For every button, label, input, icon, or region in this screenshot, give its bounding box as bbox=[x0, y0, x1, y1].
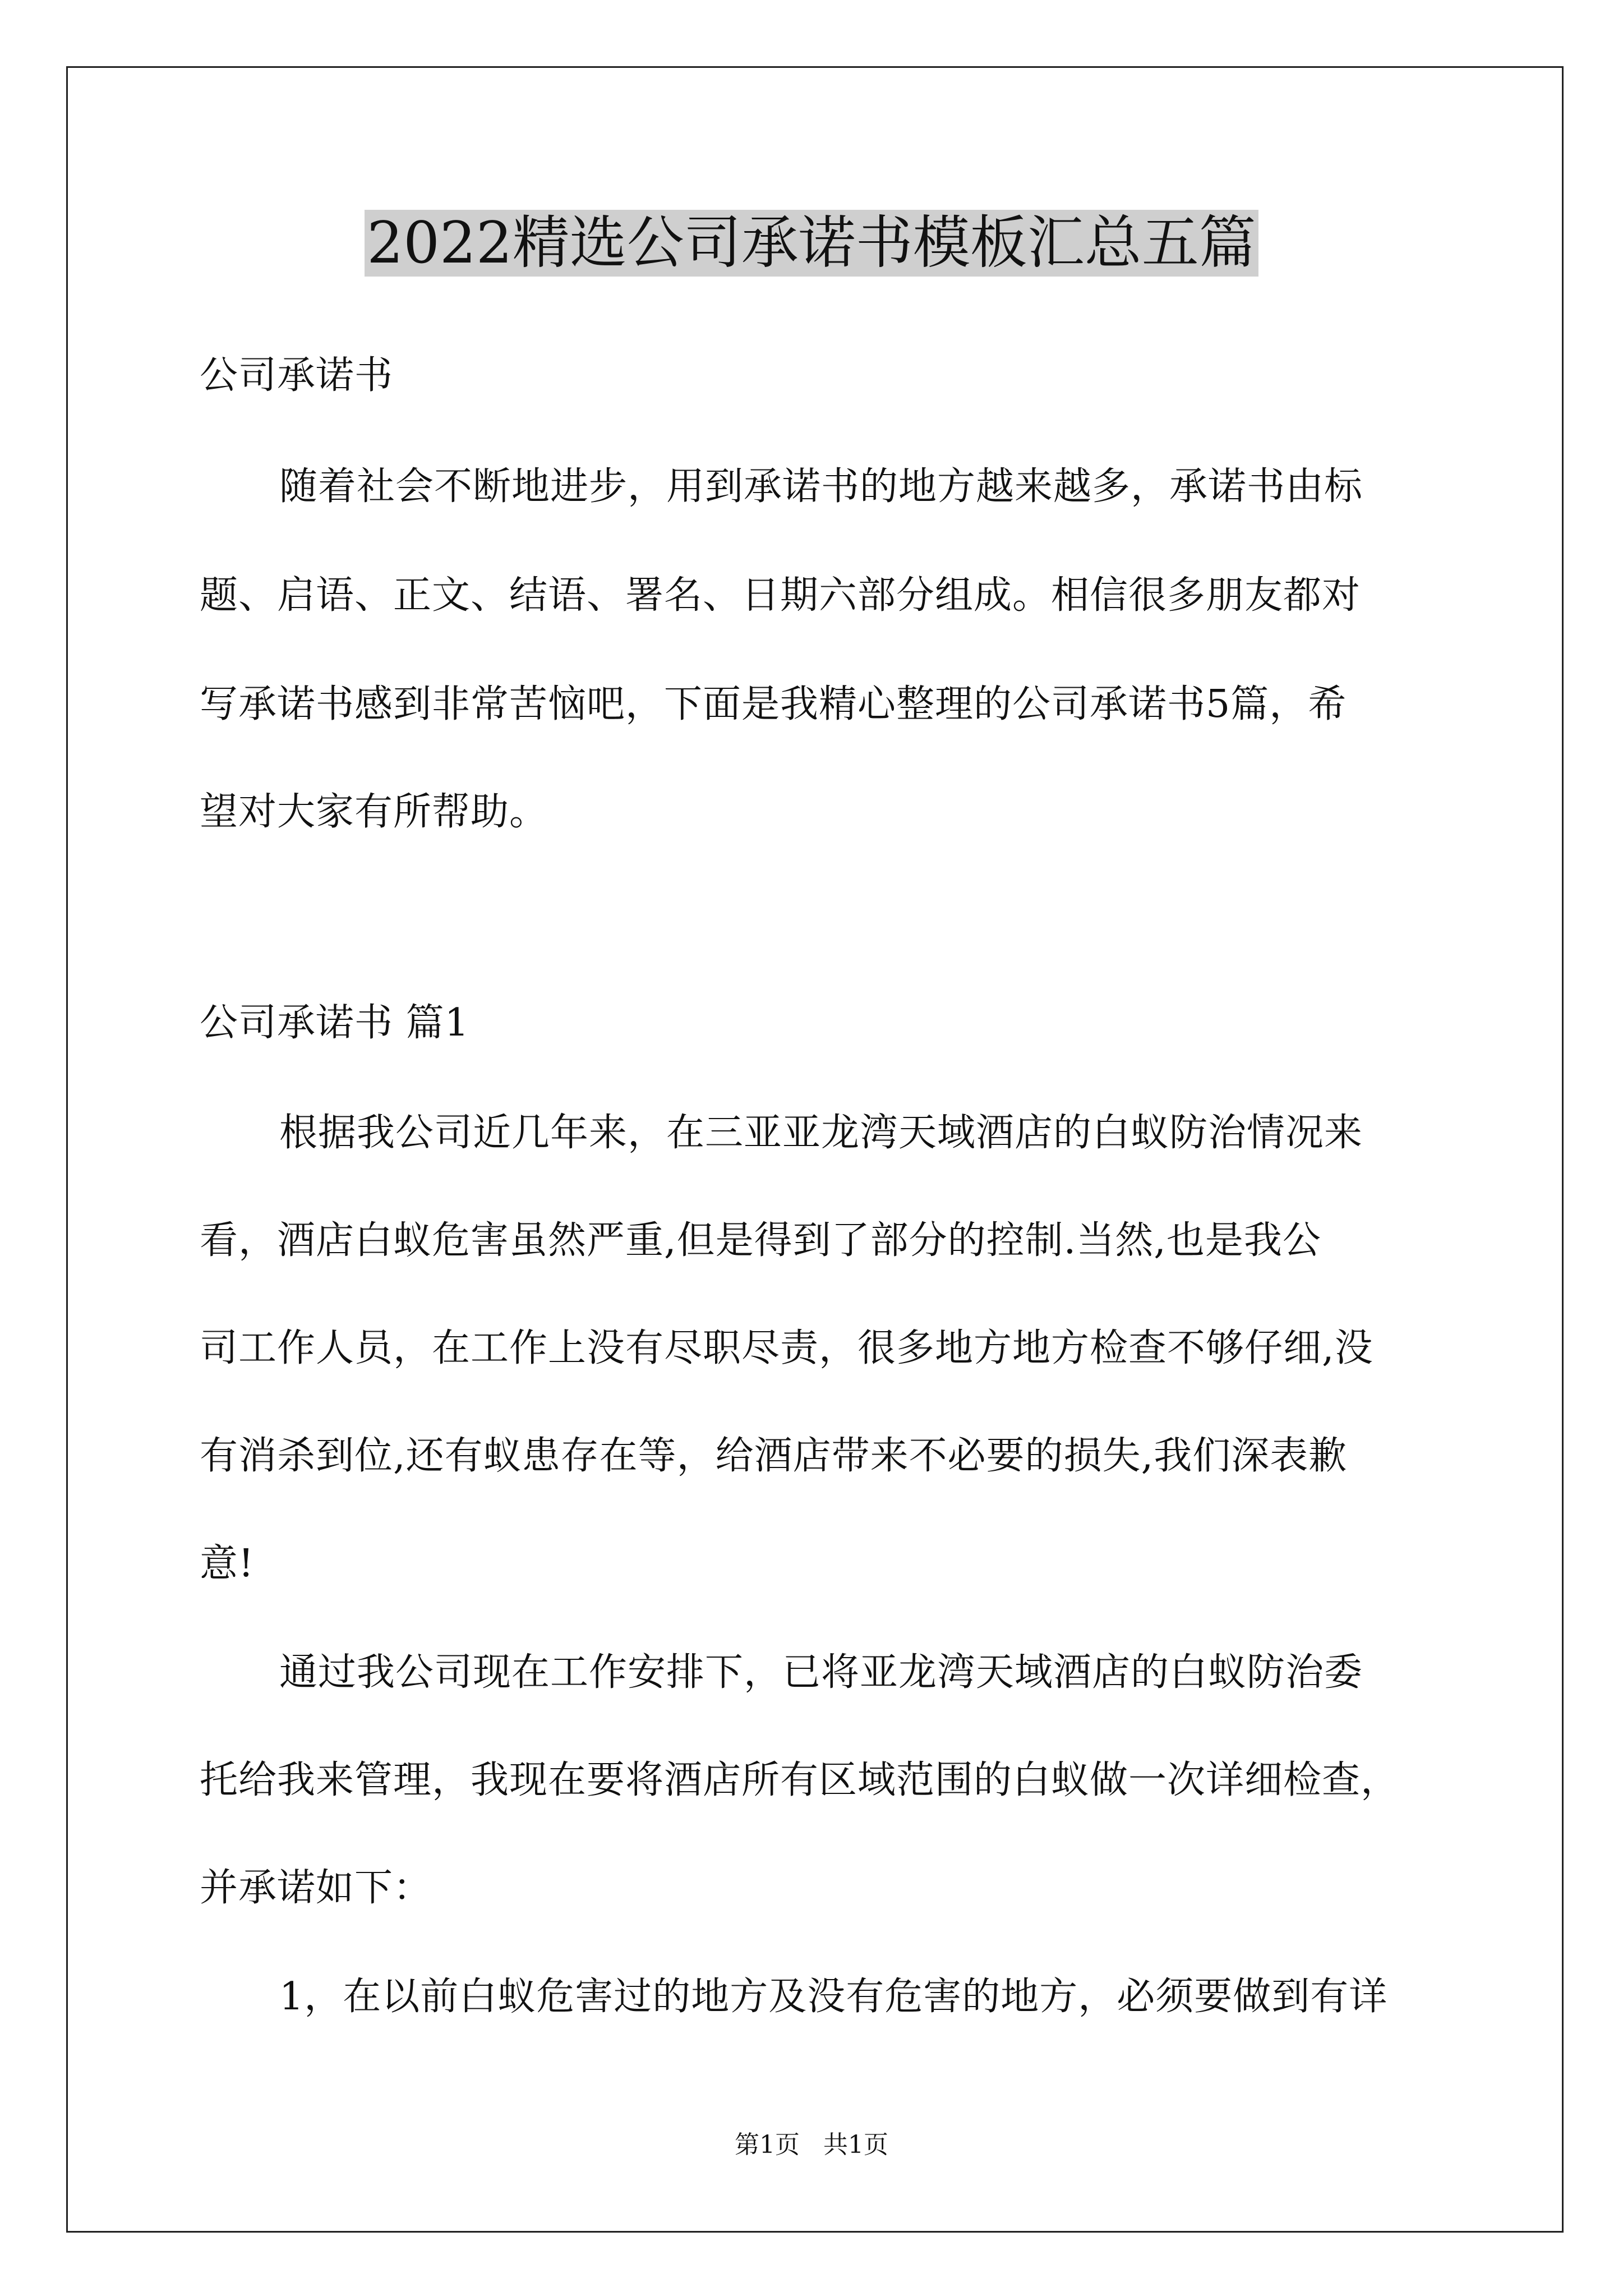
paragraph1-line: 根据我公司近几年来，在三亚亚龙湾天域酒店的白蚁防治情况来 bbox=[279, 1111, 1363, 1155]
document-title-text: 2022精选公司承诺书模板汇总五篇 bbox=[365, 210, 1258, 277]
document-title bbox=[0, 206, 1623, 280]
paragraph2-line: 通过我公司现在工作安排下，已将亚龙湾天域酒店的白蚁防治委 bbox=[279, 1650, 1363, 1695]
intro-line: 题、启语、正文、结语、署名、日期六部分组成。相信很多朋友都对 bbox=[200, 573, 1361, 618]
paragraph3-line: 1，在以前白蚁危害过的地方及没有危害的地方，必须要做到有详 bbox=[279, 1975, 1388, 2019]
part1-heading: 公司承诺书 篇1 bbox=[200, 1001, 469, 1045]
paragraph1-line: 司工作人员，在工作上没有尽职尽责，很多地方地方检查不够仔细,没 bbox=[200, 1326, 1373, 1370]
intro-line: 随着社会不断地进步，用到承诺书的地方越来越多，承诺书由标 bbox=[279, 464, 1363, 509]
paragraph2-line: 托给我来管理，我现在要将酒店所有区域范围的白蚁做一次详细检查， bbox=[200, 1758, 1400, 1802]
intro-line: 望对大家有所帮助。 bbox=[200, 790, 548, 834]
paragraph1-line: 看，酒店白蚁危害虽然严重,但是得到了部分的控制.当然,也是我公 bbox=[200, 1218, 1321, 1263]
intro-line: 写承诺书感到非常苦恼吧，下面是我精心整理的公司承诺书5篇，希 bbox=[200, 682, 1347, 726]
section-heading: 公司承诺书 bbox=[200, 353, 394, 398]
paragraph1-line: 有消杀到位,还有蚁患存在等，给酒店带来不必要的损失,我们深表歉 bbox=[200, 1434, 1348, 1478]
paragraph2-line: 并承诺如下： bbox=[200, 1866, 432, 1910]
paragraph1-line: 意! bbox=[200, 1542, 255, 1586]
page-number-footer: 第1页 共1页 bbox=[735, 2131, 888, 2159]
